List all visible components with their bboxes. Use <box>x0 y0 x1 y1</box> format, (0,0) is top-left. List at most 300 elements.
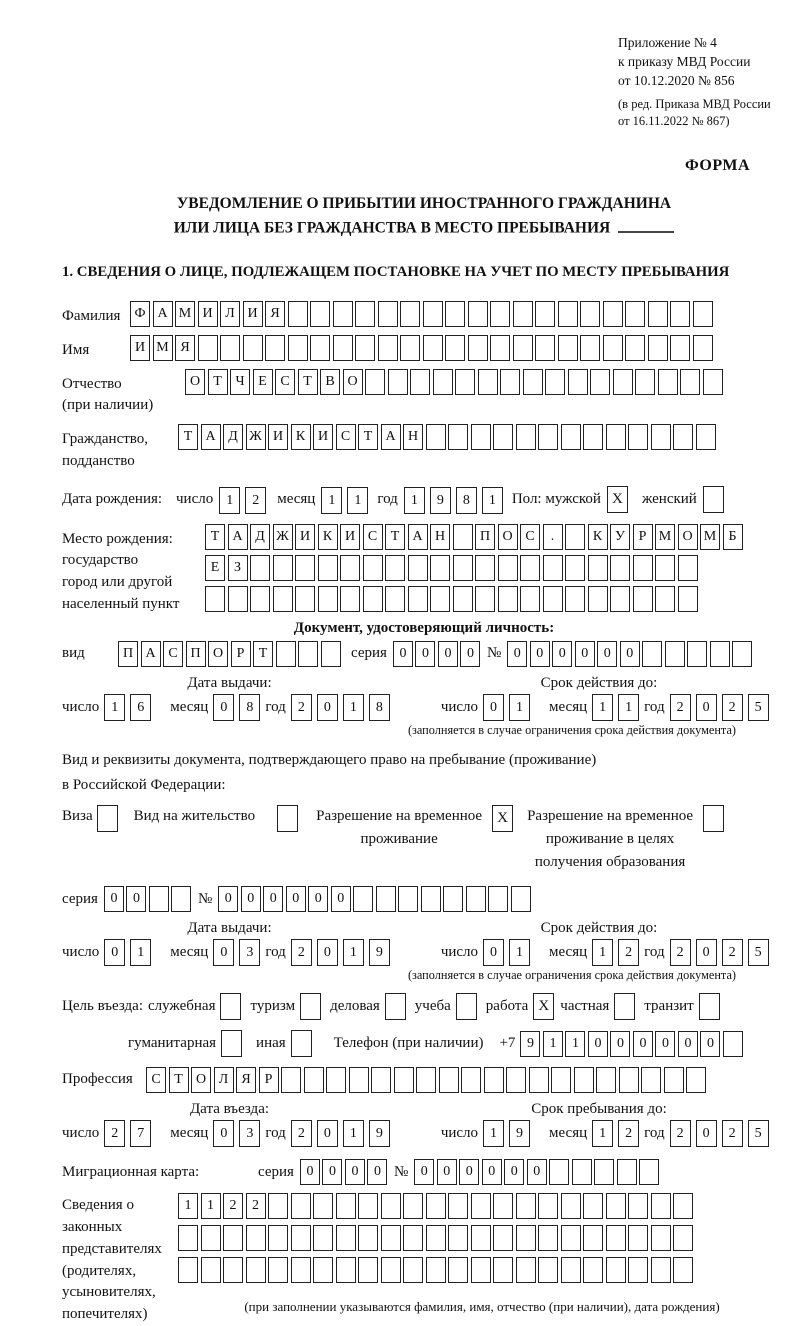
char-box[interactable] <box>445 301 465 327</box>
char-box[interactable]: 0 <box>530 641 550 667</box>
char-box[interactable] <box>478 369 498 395</box>
char-box[interactable] <box>398 886 418 912</box>
char-box[interactable]: К <box>588 524 608 550</box>
char-box[interactable]: А <box>153 301 173 327</box>
char-box[interactable]: С <box>163 641 183 667</box>
char-box[interactable]: А <box>141 641 161 667</box>
char-box[interactable]: 0 <box>696 694 717 721</box>
char-box[interactable] <box>358 1257 378 1283</box>
char-box[interactable] <box>246 1225 266 1251</box>
purpose-humanitarian-checkbox[interactable] <box>221 1030 242 1057</box>
char-box[interactable] <box>205 586 225 612</box>
char-box[interactable] <box>353 886 373 912</box>
char-box[interactable] <box>506 1067 526 1093</box>
char-box[interactable]: М <box>175 301 195 327</box>
char-box[interactable] <box>673 1193 693 1219</box>
char-box[interactable] <box>648 301 668 327</box>
purpose-private-checkbox[interactable] <box>614 993 635 1020</box>
char-box[interactable]: Я <box>265 301 285 327</box>
char-box[interactable] <box>273 586 293 612</box>
char-box[interactable]: 0 <box>213 694 234 721</box>
char-box[interactable] <box>448 1225 468 1251</box>
char-box[interactable]: 2 <box>245 487 266 514</box>
char-box[interactable]: 0 <box>317 694 338 721</box>
char-box[interactable] <box>298 641 318 667</box>
char-box[interactable]: Д <box>250 524 270 550</box>
char-box[interactable] <box>318 586 338 612</box>
char-box[interactable] <box>475 555 495 581</box>
char-box[interactable] <box>381 1225 401 1251</box>
char-box[interactable]: 1 <box>618 694 639 721</box>
char-box[interactable] <box>355 335 375 361</box>
char-box[interactable]: 0 <box>552 641 572 667</box>
char-box[interactable]: 2 <box>722 1120 743 1147</box>
char-box[interactable]: 3 <box>239 1120 260 1147</box>
char-box[interactable] <box>484 1067 504 1093</box>
char-box[interactable] <box>336 1193 356 1219</box>
char-box[interactable] <box>678 586 698 612</box>
char-box[interactable]: 2 <box>246 1193 266 1219</box>
char-box[interactable]: Т <box>178 424 198 450</box>
char-box[interactable] <box>561 1225 581 1251</box>
char-box[interactable]: И <box>130 335 150 361</box>
char-box[interactable] <box>710 641 730 667</box>
char-box[interactable] <box>693 301 713 327</box>
char-box[interactable]: 1 <box>104 694 125 721</box>
char-box[interactable]: Т <box>205 524 225 550</box>
char-box[interactable] <box>295 555 315 581</box>
char-box[interactable] <box>378 335 398 361</box>
char-box[interactable] <box>543 586 563 612</box>
char-box[interactable] <box>453 586 473 612</box>
char-box[interactable] <box>403 1257 423 1283</box>
char-box[interactable] <box>268 1225 288 1251</box>
char-box[interactable] <box>243 335 263 361</box>
char-box[interactable] <box>673 1257 693 1283</box>
sex-male-checkbox[interactable]: X <box>607 486 628 513</box>
char-box[interactable] <box>268 1257 288 1283</box>
char-box[interactable]: О <box>185 369 205 395</box>
char-box[interactable]: 1 <box>543 1031 563 1057</box>
char-box[interactable]: 2 <box>670 694 691 721</box>
char-box[interactable]: 0 <box>620 641 640 667</box>
char-box[interactable]: 0 <box>126 886 146 912</box>
char-box[interactable] <box>388 369 408 395</box>
char-box[interactable]: 9 <box>369 939 390 966</box>
char-box[interactable]: Е <box>253 369 273 395</box>
char-box[interactable] <box>493 1193 513 1219</box>
char-box[interactable]: 0 <box>700 1031 720 1057</box>
char-box[interactable]: 2 <box>618 939 639 966</box>
char-box[interactable] <box>376 886 396 912</box>
char-box[interactable]: З <box>228 555 248 581</box>
char-box[interactable]: Н <box>403 424 423 450</box>
char-box[interactable]: О <box>191 1067 211 1093</box>
char-box[interactable] <box>371 1067 391 1093</box>
char-box[interactable]: 0 <box>322 1159 342 1185</box>
char-box[interactable] <box>433 369 453 395</box>
char-box[interactable]: М <box>153 335 173 361</box>
char-box[interactable]: 1 <box>219 487 240 514</box>
char-box[interactable] <box>590 369 610 395</box>
char-box[interactable] <box>475 586 495 612</box>
char-box[interactable]: К <box>318 524 338 550</box>
char-box[interactable] <box>574 1067 594 1093</box>
char-box[interactable] <box>365 369 385 395</box>
char-box[interactable] <box>498 555 518 581</box>
char-box[interactable] <box>363 555 383 581</box>
char-box[interactable] <box>326 1067 346 1093</box>
char-box[interactable] <box>625 301 645 327</box>
char-box[interactable]: И <box>243 301 263 327</box>
char-box[interactable]: 9 <box>509 1120 530 1147</box>
char-box[interactable] <box>385 555 405 581</box>
char-box[interactable] <box>291 1225 311 1251</box>
char-box[interactable] <box>594 1159 614 1185</box>
char-box[interactable]: Т <box>385 524 405 550</box>
char-box[interactable] <box>198 335 218 361</box>
char-box[interactable]: И <box>340 524 360 550</box>
char-box[interactable]: 1 <box>347 487 368 514</box>
char-box[interactable] <box>291 1257 311 1283</box>
char-box[interactable]: 0 <box>414 1159 434 1185</box>
char-box[interactable]: Л <box>220 301 240 327</box>
char-box[interactable]: Т <box>298 369 318 395</box>
char-box[interactable] <box>313 1193 333 1219</box>
char-box[interactable] <box>658 369 678 395</box>
char-box[interactable] <box>513 301 533 327</box>
char-box[interactable]: Р <box>259 1067 279 1093</box>
char-box[interactable]: 1 <box>201 1193 221 1219</box>
char-box[interactable]: 1 <box>592 939 613 966</box>
char-box[interactable] <box>561 1193 581 1219</box>
char-box[interactable]: О <box>498 524 518 550</box>
char-box[interactable] <box>336 1257 356 1283</box>
char-box[interactable] <box>535 335 555 361</box>
char-box[interactable] <box>453 555 473 581</box>
char-box[interactable]: 0 <box>241 886 261 912</box>
char-box[interactable]: 0 <box>460 641 480 667</box>
char-box[interactable] <box>304 1067 324 1093</box>
char-box[interactable] <box>246 1257 266 1283</box>
char-box[interactable]: А <box>408 524 428 550</box>
char-box[interactable] <box>378 301 398 327</box>
char-box[interactable]: 1 <box>592 694 613 721</box>
char-box[interactable]: 6 <box>130 694 151 721</box>
char-box[interactable] <box>340 555 360 581</box>
char-box[interactable]: 0 <box>610 1031 630 1057</box>
char-box[interactable] <box>273 555 293 581</box>
char-box[interactable]: 1 <box>483 1120 504 1147</box>
char-box[interactable] <box>538 424 558 450</box>
char-box[interactable]: И <box>313 424 333 450</box>
char-box[interactable]: 0 <box>331 886 351 912</box>
char-box[interactable] <box>400 301 420 327</box>
char-box[interactable]: С <box>520 524 540 550</box>
char-box[interactable] <box>523 369 543 395</box>
char-box[interactable]: 0 <box>575 641 595 667</box>
char-box[interactable]: У <box>610 524 630 550</box>
char-box[interactable] <box>265 335 285 361</box>
char-box[interactable]: К <box>291 424 311 450</box>
char-box[interactable]: 1 <box>178 1193 198 1219</box>
char-box[interactable]: 0 <box>317 1120 338 1147</box>
char-box[interactable] <box>603 335 623 361</box>
char-box[interactable] <box>430 586 450 612</box>
char-box[interactable] <box>400 335 420 361</box>
char-box[interactable]: 1 <box>343 1120 364 1147</box>
char-box[interactable] <box>520 555 540 581</box>
char-box[interactable]: 5 <box>748 694 769 721</box>
char-box[interactable] <box>628 1193 648 1219</box>
char-box[interactable] <box>628 424 648 450</box>
char-box[interactable]: 2 <box>670 1120 691 1147</box>
char-box[interactable]: А <box>381 424 401 450</box>
char-box[interactable] <box>410 369 430 395</box>
char-box[interactable] <box>703 369 723 395</box>
char-box[interactable]: 2 <box>291 1120 312 1147</box>
char-box[interactable] <box>651 1193 671 1219</box>
char-box[interactable] <box>223 1257 243 1283</box>
char-box[interactable]: 0 <box>696 1120 717 1147</box>
char-box[interactable] <box>291 1193 311 1219</box>
char-box[interactable]: 2 <box>291 939 312 966</box>
char-box[interactable]: Я <box>175 335 195 361</box>
char-box[interactable]: 2 <box>670 939 691 966</box>
char-box[interactable] <box>336 1225 356 1251</box>
char-box[interactable] <box>596 1067 616 1093</box>
char-box[interactable] <box>408 555 428 581</box>
char-box[interactable] <box>583 1225 603 1251</box>
char-box[interactable] <box>516 424 536 450</box>
char-box[interactable] <box>385 586 405 612</box>
char-box[interactable] <box>403 1225 423 1251</box>
char-box[interactable] <box>520 586 540 612</box>
char-box[interactable]: И <box>295 524 315 550</box>
char-box[interactable]: 2 <box>722 939 743 966</box>
char-box[interactable]: С <box>275 369 295 395</box>
char-box[interactable] <box>538 1225 558 1251</box>
char-box[interactable] <box>583 1193 603 1219</box>
char-box[interactable]: 0 <box>482 1159 502 1185</box>
char-box[interactable]: Т <box>208 369 228 395</box>
char-box[interactable]: 1 <box>565 1031 585 1057</box>
char-box[interactable]: Р <box>633 524 653 550</box>
char-box[interactable]: 0 <box>345 1159 365 1185</box>
char-box[interactable] <box>281 1067 301 1093</box>
char-box[interactable]: 0 <box>483 694 504 721</box>
char-box[interactable] <box>628 1257 648 1283</box>
char-box[interactable] <box>545 369 565 395</box>
char-box[interactable]: О <box>208 641 228 667</box>
char-box[interactable]: Б <box>723 524 743 550</box>
char-box[interactable]: 2 <box>223 1193 243 1219</box>
char-box[interactable] <box>565 586 585 612</box>
char-box[interactable] <box>606 1193 626 1219</box>
char-box[interactable]: Ф <box>130 301 150 327</box>
char-box[interactable]: 8 <box>456 487 477 514</box>
char-box[interactable]: 8 <box>239 694 260 721</box>
char-box[interactable]: 0 <box>367 1159 387 1185</box>
char-box[interactable] <box>655 555 675 581</box>
char-box[interactable] <box>220 335 240 361</box>
char-box[interactable] <box>295 586 315 612</box>
char-box[interactable]: П <box>186 641 206 667</box>
char-box[interactable] <box>500 369 520 395</box>
char-box[interactable] <box>439 1067 459 1093</box>
char-box[interactable] <box>551 1067 571 1093</box>
char-box[interactable]: 0 <box>104 886 124 912</box>
char-box[interactable] <box>670 335 690 361</box>
char-box[interactable] <box>561 424 581 450</box>
char-box[interactable] <box>558 301 578 327</box>
char-box[interactable] <box>471 1225 491 1251</box>
char-box[interactable] <box>635 369 655 395</box>
char-box[interactable]: 0 <box>415 641 435 667</box>
char-box[interactable] <box>693 335 713 361</box>
char-box[interactable]: С <box>336 424 356 450</box>
char-box[interactable] <box>606 424 626 450</box>
char-box[interactable] <box>448 1193 468 1219</box>
char-box[interactable] <box>333 301 353 327</box>
char-box[interactable] <box>516 1225 536 1251</box>
char-box[interactable]: Р <box>231 641 251 667</box>
char-box[interactable]: 5 <box>748 1120 769 1147</box>
char-box[interactable] <box>670 301 690 327</box>
char-box[interactable]: 2 <box>722 694 743 721</box>
char-box[interactable]: 0 <box>218 886 238 912</box>
char-box[interactable] <box>223 1225 243 1251</box>
char-box[interactable]: Я <box>236 1067 256 1093</box>
char-box[interactable] <box>606 1257 626 1283</box>
char-box[interactable]: 7 <box>130 1120 151 1147</box>
char-box[interactable]: 0 <box>308 886 328 912</box>
char-box[interactable] <box>453 524 473 550</box>
char-box[interactable] <box>655 586 675 612</box>
char-box[interactable] <box>549 1159 569 1185</box>
char-box[interactable] <box>349 1067 369 1093</box>
char-box[interactable]: П <box>118 641 138 667</box>
char-box[interactable] <box>641 1067 661 1093</box>
char-box[interactable]: 1 <box>343 939 364 966</box>
char-box[interactable]: 0 <box>655 1031 675 1057</box>
char-box[interactable] <box>493 1257 513 1283</box>
char-box[interactable]: И <box>268 424 288 450</box>
char-box[interactable] <box>394 1067 414 1093</box>
char-box[interactable] <box>423 335 443 361</box>
char-box[interactable] <box>651 1257 671 1283</box>
char-box[interactable] <box>625 335 645 361</box>
char-box[interactable] <box>340 586 360 612</box>
char-box[interactable]: 0 <box>104 939 125 966</box>
char-box[interactable] <box>687 641 707 667</box>
char-box[interactable] <box>381 1193 401 1219</box>
char-box[interactable] <box>538 1193 558 1219</box>
char-box[interactable] <box>288 301 308 327</box>
char-box[interactable] <box>178 1225 198 1251</box>
char-box[interactable] <box>313 1225 333 1251</box>
char-box[interactable]: 9 <box>369 1120 390 1147</box>
char-box[interactable]: 1 <box>509 694 530 721</box>
char-box[interactable]: Ч <box>230 369 250 395</box>
char-box[interactable] <box>466 886 486 912</box>
char-box[interactable] <box>455 369 475 395</box>
char-box[interactable] <box>488 886 508 912</box>
char-box[interactable]: А <box>228 524 248 550</box>
char-box[interactable] <box>673 1225 693 1251</box>
char-box[interactable] <box>642 641 662 667</box>
char-box[interactable] <box>310 301 330 327</box>
char-box[interactable] <box>421 886 441 912</box>
char-box[interactable] <box>572 1159 592 1185</box>
char-box[interactable] <box>416 1067 436 1093</box>
purpose-study-checkbox[interactable] <box>456 993 477 1020</box>
char-box[interactable] <box>448 1257 468 1283</box>
char-box[interactable] <box>276 641 296 667</box>
char-box[interactable] <box>633 586 653 612</box>
char-box[interactable] <box>318 555 338 581</box>
char-box[interactable] <box>178 1257 198 1283</box>
char-box[interactable] <box>426 1193 446 1219</box>
char-box[interactable]: 1 <box>482 487 503 514</box>
char-box[interactable]: Т <box>253 641 273 667</box>
char-box[interactable] <box>363 586 383 612</box>
purpose-transit-checkbox[interactable] <box>699 993 720 1020</box>
char-box[interactable]: 0 <box>504 1159 524 1185</box>
char-box[interactable]: С <box>363 524 383 550</box>
char-box[interactable] <box>408 586 428 612</box>
char-box[interactable] <box>443 886 463 912</box>
char-box[interactable]: 0 <box>300 1159 320 1185</box>
char-box[interactable]: В <box>320 369 340 395</box>
char-box[interactable] <box>513 335 533 361</box>
char-box[interactable]: 9 <box>520 1031 540 1057</box>
char-box[interactable] <box>201 1257 221 1283</box>
char-box[interactable] <box>426 1257 446 1283</box>
char-box[interactable]: 8 <box>369 694 390 721</box>
char-box[interactable] <box>423 301 443 327</box>
char-box[interactable] <box>610 555 630 581</box>
char-box[interactable] <box>535 301 555 327</box>
char-box[interactable] <box>732 641 752 667</box>
char-box[interactable] <box>461 1067 481 1093</box>
char-box[interactable]: 0 <box>213 939 234 966</box>
char-box[interactable]: 1 <box>592 1120 613 1147</box>
char-box[interactable] <box>358 1193 378 1219</box>
char-box[interactable] <box>639 1159 659 1185</box>
char-box[interactable] <box>588 555 608 581</box>
char-box[interactable] <box>511 886 531 912</box>
char-box[interactable] <box>381 1257 401 1283</box>
char-box[interactable]: 0 <box>527 1159 547 1185</box>
char-box[interactable]: И <box>198 301 218 327</box>
char-box[interactable]: П <box>475 524 495 550</box>
temp-permit-education-checkbox[interactable] <box>703 805 724 832</box>
temp-permit-checkbox[interactable]: X <box>492 805 513 832</box>
char-box[interactable] <box>445 335 465 361</box>
char-box[interactable] <box>498 586 518 612</box>
char-box[interactable] <box>268 1193 288 1219</box>
char-box[interactable] <box>588 586 608 612</box>
char-box[interactable]: Ж <box>246 424 266 450</box>
char-box[interactable] <box>651 1225 671 1251</box>
char-box[interactable]: . <box>543 524 563 550</box>
char-box[interactable] <box>538 1257 558 1283</box>
char-box[interactable] <box>358 1225 378 1251</box>
char-box[interactable]: 0 <box>696 939 717 966</box>
char-box[interactable]: М <box>655 524 675 550</box>
char-box[interactable] <box>490 335 510 361</box>
